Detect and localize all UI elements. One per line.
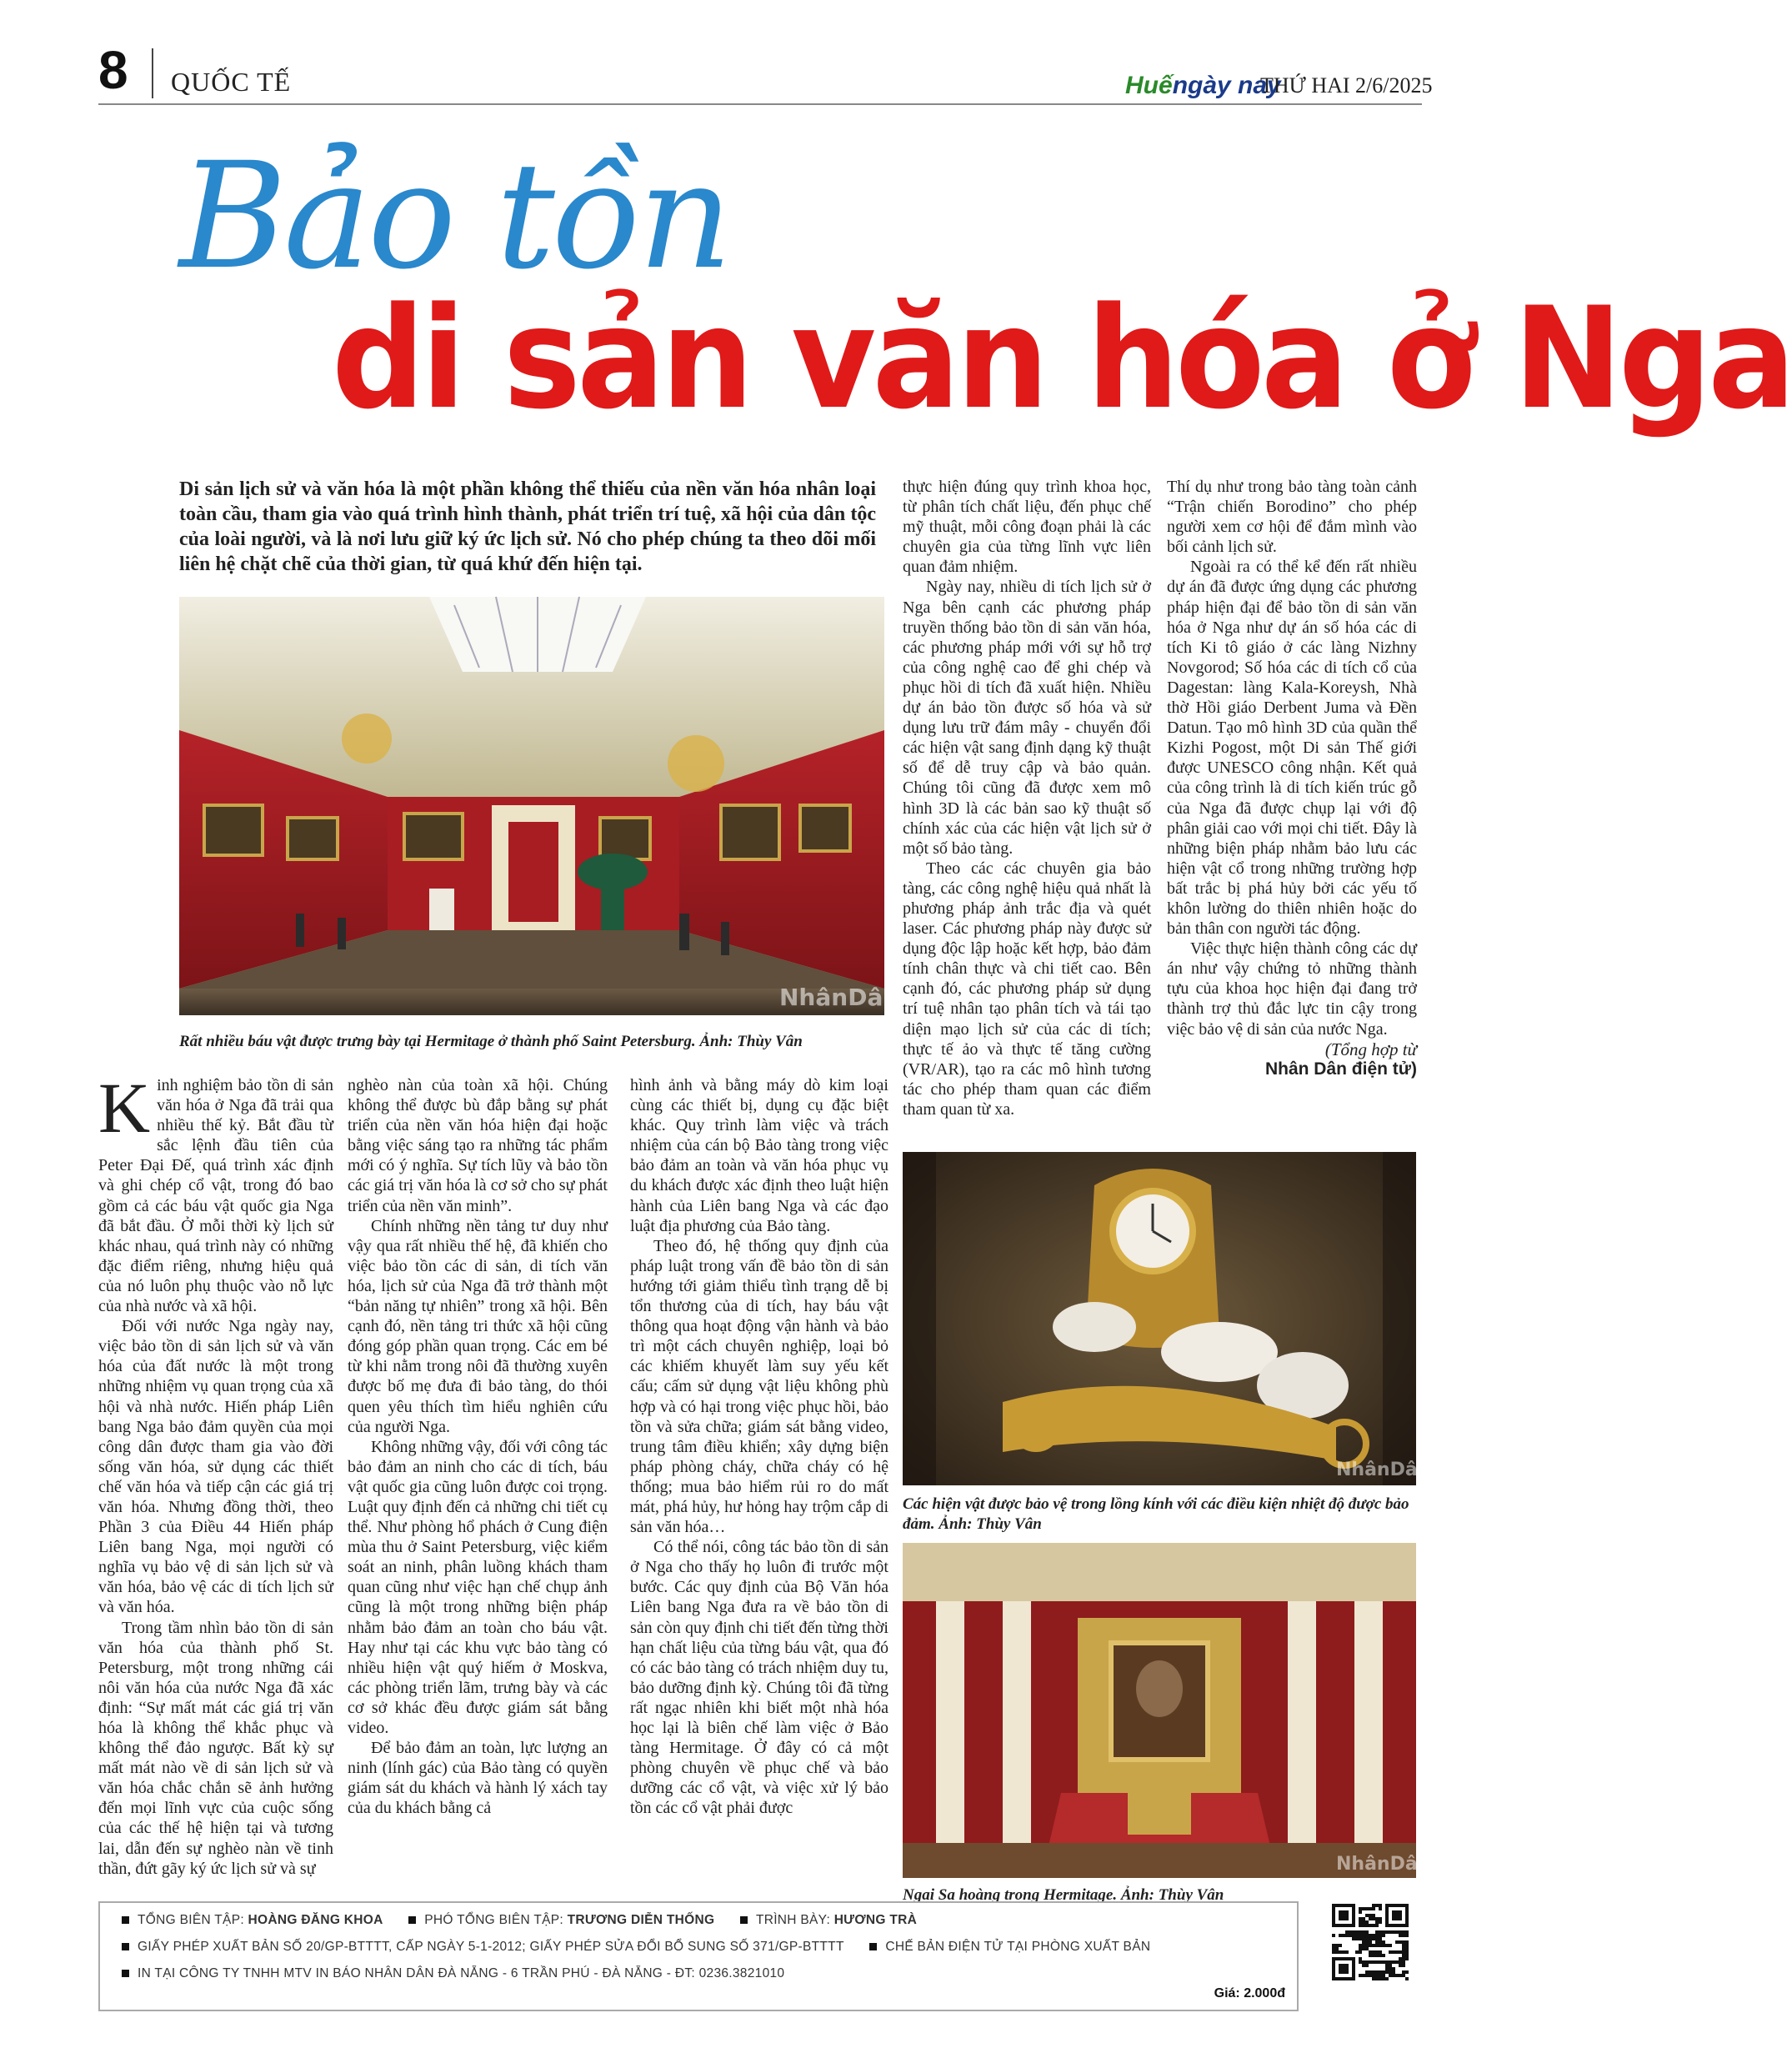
article-column-1 [98, 1068, 333, 1879]
article-column-4 [903, 477, 1151, 1119]
license-text: GIẤY PHÉP XUẤT BẢN SỐ 20/GP-BTTTT, CẤP NGÀY 5-1-2012; GIẤY PHÉP SỬA ĐỔI BỔ SUNG SỐ 371/GP-BTTTT [138, 1940, 844, 1954]
editor-in-chief: HOÀNG ĐĂNG KHOA [248, 1913, 383, 1927]
headline-line-1: Bảo tồn [179, 131, 729, 302]
throne-photo-caption: Ngai Sa hoàng trong Hermitage. Ảnh: Thùy Vân [903, 1886, 1224, 1904]
watermark-text: NhânDân [1336, 1854, 1431, 1875]
hermitage-hall-photo[interactable] [179, 597, 900, 1015]
drop-cap: K [98, 1068, 151, 1148]
lead-paragraph: Di sản lịch sử và văn hóa là một phần không thể thiếu của nền văn hóa nhân loại toàn cầu, tham gia vào quá trình hình thành, phát triển trí tuệ, xã hội của dân tộc của loài người, và là nơi lưu giữ ký ức lịch sử. Nó cho phép chúng ta theo dõi mối liên hệ chặt chẽ của thời gian, từ quá khứ đến hiện tại. [179, 478, 876, 575]
issue-date: THỨ HAI 2/6/2025 [1260, 73, 1433, 98]
masthead-footer [98, 1901, 1299, 2011]
throne-room-illustration [903, 1543, 1431, 1878]
article-paragraph: Chính những nền tảng tư duy như vậy qua rất nhiều thế hệ, đã khiến cho việc bảo tồn các di sản, di tích văn hóa, lịch sử của Nga đã trở thành một “bản năng tự nhiên” trong xã hội. Bên cạnh đó, nền tảng tri thức xã hội cũng đóng góp phần quan trọng. Các em bé từ khi nằm trong nôi đã thường xuyên được bố mẹ đưa đi bảo tàng, do thói quen yêu thích tìm hiểu nghiên cứu của người Nga. [348, 1216, 608, 1436]
page-number: 8 [98, 40, 128, 100]
article-paragraph: Trong tầm nhìn bảo tồn di sản văn hóa của thành phố St. Petersburg, một trong những cái nôi văn hóa của nước Nga đã xác định: “Sự mất mát các giá trị văn hóa là không thể khắc phục và không thể đảo ngược. Bất kỳ sự mất mát nào về di sản lịch sử và văn hóa chắc chắn sẽ ảnh hưởng đến mọi lĩnh vực của cuộc sống của các thế hệ hiện tại và tương lai, dẫn đến sự nghèo nàn về tinh thần, đứt gãy ký ức lịch sử và sự [98, 1618, 333, 1878]
logo-part-2: ngày nay [1172, 72, 1281, 99]
headline-line-2: di sản văn hóa ở Nga [332, 277, 1792, 440]
section-label[interactable]: QUỐC TẾ [171, 67, 292, 97]
typeset-text: CHẾ BẢN ĐIỆN TỬ TẠI PHÒNG XUẤT BẢN [885, 1940, 1151, 1954]
price-label: Giá: 2.000đ [1214, 1986, 1285, 2000]
article-column-5 [1167, 477, 1417, 1079]
article-paragraph: thực hiện đúng quy trình khoa học, từ phân tích chất liệu, đến phục chế mỹ thuật, mỗi công đoạn phải là các chuyên gia của từng lĩnh vực liên quan đảm nhiệm. [903, 478, 1151, 577]
article-paragraph: Ngày nay, nhiều di tích lịch sử ở Nga bên cạnh các phương pháp truyền thống bảo tồn di sản văn hóa, các phương pháp mới với sự hỗ trợ của công nghệ cao để ghi chép và phục hồi di tích đã xuất hiện. Nhiều dự án bảo tồn được số hóa và sử dụng lưu trữ đám mây - chuyển đổi các hiện vật sang định dạng kỹ thuật số để dễ truy cập và bảo quản. Chúng tôi cũng đã được xem mô hình 3D là các bản sao kỹ thuật số chính xác của các hiện vật lịch sử ở một số bảo tàng. [903, 578, 1151, 858]
footer-staff-row: TỔNG BIÊN TẬP: HOÀNG ĐĂNG KHOA PHÓ TỔNG BIÊN TẬP: TRƯƠNG DIỄN THỐNG TRÌNH BÀY: HƯƠNG TRÀ [122, 1913, 917, 1928]
qr-code[interactable] [1332, 1904, 1409, 1980]
footer-license-row [122, 1940, 1150, 1955]
article-paragraph: Để bảo đảm an toàn, lực lượng an ninh (lính gác) của Bảo tàng có quyền giám sát du khách và hành lý xách tay của du khách bằng cả [348, 1739, 608, 1818]
article-paragraph: Đối với nước Nga ngày nay, việc bảo tồn di sản lịch sử và văn hóa của đất nước là một trong những nhiệm vụ quan trọng của xã hội và nhà nước. Hiến pháp Liên bang Nga bảo đảm quyền của mọi công dân được tham gia vào đời sống văn hóa, sử dụng các thiết chế văn hóa và tiếp cận các giá trị văn hóa. Nhưng đồng thời, theo Phần 3 của Điều 44 Hiến pháp Liên bang Nga, mọi người có nghĩa vụ bảo vệ di sản lịch sử và văn hóa, bảo vệ các di tích lịch sử và văn hóa. [98, 1317, 333, 1617]
article-paragraph: Theo đó, hệ thống quy định của pháp luật trong vấn đề bảo tồn di sản hướng tới giảm thiểu tình trạng dễ bị tổn thương của di tích, hay báu vật thông qua hoạt động vận hành và bảo trì một cách chuyên nghiệp, loại bỏ các khiếm khuyết làm suy yếu kết cấu; cấm sử dụng vật liệu không phù hợp và có hại trong việc phục hồi, bảo tồn và sửa chữa; giám sát bằng video, trung tâm điều khiển; xây dựng biện pháp phòng cháy, chữa cháy có hệ thống; mua bảo hiểm rủi ro do mất mát, phá hủy, hư hỏng hay trộm cắp di sản văn hóa… [630, 1236, 888, 1537]
main-photo-caption: Rất nhiều báu vật được trưng bày tại Hermitage ở thành phố Saint Petersburg. Ảnh: Thùy Vân [179, 1033, 803, 1050]
article-paragraph: Việc thực hiện thành công các dự án như vậy chứng tỏ những thành tựu của khoa học hiện đại đang trở thành trợ thủ đắc lực tin cậy trong việc bảo vệ di sản của nước Nga. [1167, 939, 1417, 1039]
watermark-text: NhânDân [779, 984, 900, 1011]
layout-designer: HƯƠNG TRÀ [833, 1913, 918, 1927]
bullet-square-icon [122, 1916, 129, 1924]
bullet-square-icon [869, 1943, 877, 1950]
hermitage-hall-illustration [179, 597, 900, 1015]
article-paragraph: Có thể nói, công tác bảo tồn di sản ở Nga cho thấy họ luôn đi trước một bước. Các quy định của Bộ Văn hóa Liên bang Nga đưa ra về bảo tồn di sản còn quy định chi tiết đến từng thời hạn chất liệu của từng báu vật, qua đó có các bảo tàng có trách nhiệm duy tu, bảo dưỡng định kỳ. Chúng tôi đã từng rất ngạc nhiên khi biết một nhà hóa học lại là biên chế làm việc ở Bảo tàng Hermitage. Ở đây có cả một phòng chuyên về phục chế và bảo dưỡng các cổ vật, và việc xử lý bảo tồn các cổ vật phải được [630, 1538, 888, 1818]
watermark-text: NhânDân [1336, 1460, 1431, 1480]
footer-printer-row [122, 1966, 784, 1981]
bullet-square-icon [122, 1970, 129, 1977]
article-paragraph: Thí dụ như trong bảo tàng toàn cảnh “Trận chiến Borodino” cho phép người xem cơ hội để đắm mình vào bối cảnh lịch sử. [1167, 478, 1417, 557]
header-rule [98, 103, 1422, 105]
clock-photo-caption: Các hiện vật được bảo vệ trong lồng kính với các điều kiện nhiệt độ được bảo đảm. Ảnh: Thùy Vân [903, 1495, 1409, 1533]
clock-artifact-photo[interactable] [903, 1152, 1431, 1485]
clock-artifact-illustration [903, 1152, 1431, 1485]
qr-code-icon [1332, 1904, 1409, 1980]
article-paragraph: hình ảnh và bằng máy dò kim loại cùng các thiết bị, dụng cụ đặc biệt khác. Quy trình làm việc và trách nhiệm của cán bộ Bảo tàng trong việc bảo đảm an toàn và văn hóa phục vụ du khách được xác định theo luật hiện hành của Liên bang Nga và các đạo luật địa phương của Bảo tàng. [630, 1076, 888, 1235]
article-column-2 [348, 1075, 608, 1818]
printer-text: IN TẠI CÔNG TY TNHH MTV IN BÁO NHÂN DÂN ĐÀ NẴNG - 6 TRẦN PHÚ - ĐÀ NẴNG - ĐT: 0236.3821010 [138, 1966, 785, 1980]
article-paragraph: Kinh nghiệm bảo tồn di sản văn hóa ở Nga đã trải qua nhiều thế kỷ. Bắt đầu từ sắc lệnh đầu tiên của Peter Đại Đế, quá trình xác định và ghi chép cổ vật, trong đó bao gồm cả các báu vật quốc gia Nga đã bắt đầu. Ở mỗi thời kỳ lịch sử khác nhau, quá trình này có những đặc điểm riêng, nhưng hiệu quả của nó luôn phụ thuộc vào nỗ lực của nhà nước và xã hội. [98, 1068, 333, 1316]
source-note: (Tổng hợp từ [1324, 1039, 1417, 1059]
article-column-3 [630, 1075, 888, 1818]
newspaper-logo[interactable] [1125, 72, 1281, 100]
logo-part-1: Huế [1125, 72, 1173, 99]
article-paragraph: Không những vậy, đối với công tác bảo đảm an ninh cho các di tích, báu vật quốc gia cũng luôn được coi trọng. Luật quy định đến cả những chi tiết cụ thể. Như phòng hổ phách ở Cung điện mùa thu ở Saint Petersburg, việc kiểm soát an ninh, phân luồng khách tham quan cũng như việc hạn chế chụp ảnh cũng là một trong những biện pháp nhằm bảo đảm an toàn cho báu vật. Hay như tại các khu vực bảo tàng có nhiều hiện vật quý hiếm ở Moskva, các phòng triển lãm, trưng bày và các cơ sở khác đều được giám sát bằng video. [348, 1437, 608, 1737]
source-name: Nhân Dân điện tử) [1264, 1059, 1417, 1079]
bullet-square-icon [408, 1916, 416, 1924]
article-paragraph: Ngoài ra có thể kể đến rất nhiều dự án đã được ứng dụng các phương pháp hiện đại để bảo tồn di sản văn hóa ở Nga như dự án số hóa các di tích Ki tô giáo ở các làng Nizhny Novgorod; Số hóa các di tích cổ của Dagestan: làng Kala-Koreysh, Nhà thờ Hồi giáo Derbent Juma và Đền Datun. Tạo mô hình 3D của quần thể Kizhi Pogost, một Di sản Thế giới được UNESCO công nhận. Kết quả của công trình là di tích kiến trúc gỗ của Nga đã được chụp lại với độ phân giải cao với mọi chi tiết. Đây là những biện pháp nhằm bảo lưu các hiện vật cổ trong những trường hợp bất trắc bị phá hủy bởi các yếu tố khôn lường do thiên nhiên hoặc do bản thân con người tác động. [1167, 558, 1417, 939]
article-paragraph: Theo các các chuyên gia bảo tàng, các công nghệ hiệu quả nhất là phương pháp ảnh trắc địa và quét laser. Các phương pháp này được sử dụng độc lập hoặc kết hợp, bảo đảm tính chân thực và chi tiết cao. Bên cạnh đó, các phương pháp sử dụng trí tuệ nhân tạo phân tích và tái tạo diện mạo lịch sử của các di tích; thực tế ảo và thực tế tăng cường (VR/AR), tạo ra các mô hình tương tác cho phép tham quan các điểm tham quan từ xa. [903, 859, 1151, 1119]
bullet-square-icon [122, 1943, 129, 1950]
throne-room-photo[interactable] [903, 1543, 1431, 1878]
deputy-editor: TRƯƠNG DIỄN THỐNG [567, 1913, 715, 1927]
article-paragraph: nghèo nàn của toàn xã hội. Chúng không thể được bù đắp bằng sự phát triển của nền văn hóa hiện đại hoặc bằng việc sáng tạo ra những tác phẩm mới có ý nghĩa. Sự tích lũy và bảo tồn các giá trị văn hóa là cơ sở cho sự phát triển của nền văn minh”. [348, 1076, 608, 1215]
header-divider [152, 48, 153, 98]
bullet-square-icon [740, 1916, 748, 1924]
